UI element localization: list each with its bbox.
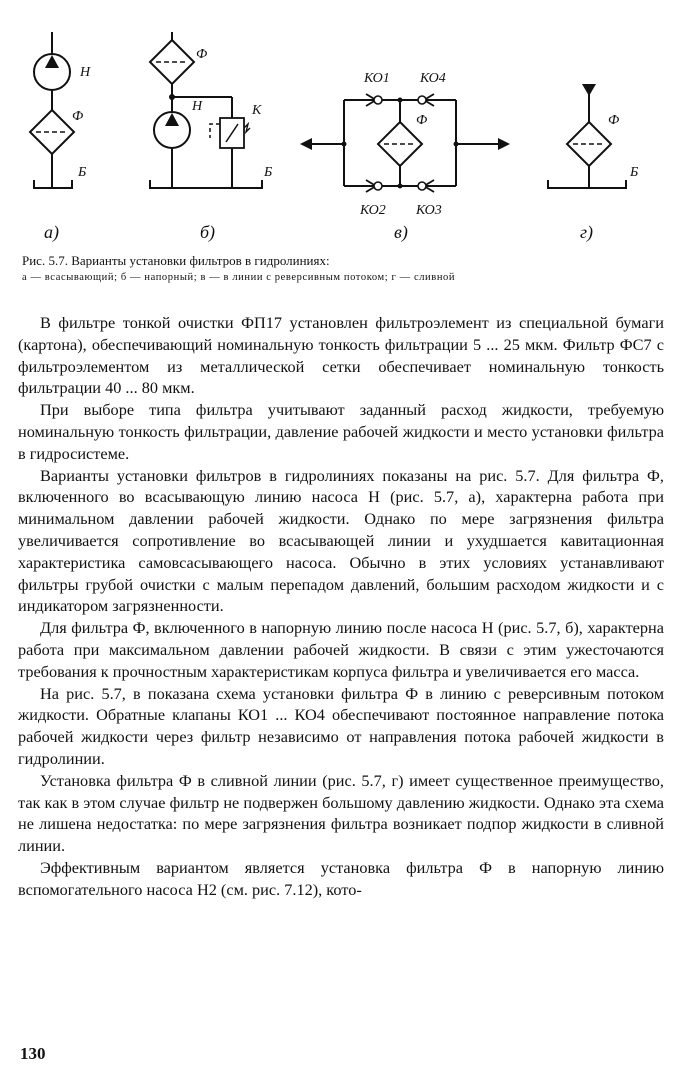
paragraph: В фильтре тонкой очистки ФП17 установлен фильтроэлемент из специальной бумаги (картона), обеспечивающий номинальную тонкость фильтрации 5 ... 25 мкм. Фильтр ФС7 с фильтроэлементом из металлической сетки обеспечивает номинальную тонкость фильтрации 40 ... 80 мкм. (18, 313, 664, 398)
label-tank-g: Б (630, 165, 639, 180)
scheme-v (300, 71, 510, 243)
page-number: 130 (20, 1044, 46, 1063)
paragraph: При выборе типа фильтра учитывают заданный расход жидкости, требуемую номинальную тонкость фильтрации, давление рабочей жидкости и место установки фильтра в гидросистеме. (18, 400, 664, 463)
label-filter-g: Ф (608, 113, 620, 128)
label-ko3: КО3 (416, 203, 442, 218)
label-filter-b: Ф (196, 47, 208, 62)
tank-g (548, 180, 626, 188)
tank-b (150, 180, 262, 188)
caption-a: а) (44, 222, 59, 242)
scheme-a (30, 32, 91, 243)
label-pump-a: Н (80, 65, 91, 80)
caption-v: в) (394, 222, 408, 242)
label-tank-a: Б (78, 165, 87, 180)
figure-5-7 (0, 0, 679, 250)
paragraph: Варианты установки фильтров в гидролиниях показаны на рис. 5.7. Для фильтра Ф, включенного во всасывающую линию насоса Н (рис. 5.7, а), характерна работа при минимальном давлении рабочей жидкости. Однако по мере загрязнения фильтра увеличивается сопротивление во всасывающей линии и ухудшается кавитационная характеристика самовсасывающего насоса. Обычно в этих условиях устанавливают фильтры грубой очистки с малым перепадом давлений, большим расходом жидкости и с индикатором загрязненности. (18, 465, 664, 616)
caption-b: б) (200, 222, 216, 242)
label-tank-b: Б (264, 165, 273, 180)
label-valve-b: К (252, 103, 262, 118)
label-filter-a: Ф (72, 109, 84, 124)
label-ko1: КО1 (364, 71, 390, 86)
arrow-left-v (300, 138, 312, 150)
figure-caption (22, 252, 662, 286)
label-filter-v: Ф (416, 113, 428, 128)
label-ko4: КО4 (420, 71, 446, 86)
label-pump-b: Н (192, 99, 203, 114)
caption-g: г) (580, 222, 594, 242)
paragraph: На рис. 5.7, в показана схема установки фильтра Ф в линию с реверсивным потоком жидкости. Обратные клапаны КО1 ... КО4 обеспечивают постоянное направление потока рабочей жидкости через фильтр независимо от направления потока рабочей жидкости в гидролинии. (18, 683, 664, 768)
body-text (18, 312, 664, 901)
scheme-b (150, 32, 272, 243)
caption-legend: а — всасывающий; б — напорный; в — в линии с реверсивным потоком; г — сливной (22, 272, 456, 283)
pump-arrow-a (45, 55, 59, 68)
caption-title: Рис. 5.7. Варианты установки фильтров в гидролиниях: (22, 253, 330, 268)
arrow-right-v (498, 138, 510, 150)
pump-arrow-b (165, 113, 179, 126)
paragraph: Эффективным вариантом является установка фильтра Ф в напорную линию вспомогательного насоса Н2 (см. рис. 7.12), кото- (18, 857, 664, 899)
paragraph: Установка фильтра Ф в сливной линии (рис. 5.7, г) имеет существенное преимущество, так как в этом случае фильтр не подвержен большому давлению жидкости. Однако эта схема не лишена недостатка: по мере загрязнения фильтра возникает подпор жидкости в сливной линии. (18, 770, 664, 856)
paragraph: Для фильтра Ф, включенного в напорную линию после насоса Н (рис. 5.7, б), характерна работа при максимальном давлении рабочей жидкости. В связи с этим ужесточаются требования к прочностным характеристикам корпуса фильтра и увеличивается его масса. (18, 618, 664, 681)
scheme-g (548, 84, 638, 243)
label-ko2: КО2 (360, 203, 386, 218)
